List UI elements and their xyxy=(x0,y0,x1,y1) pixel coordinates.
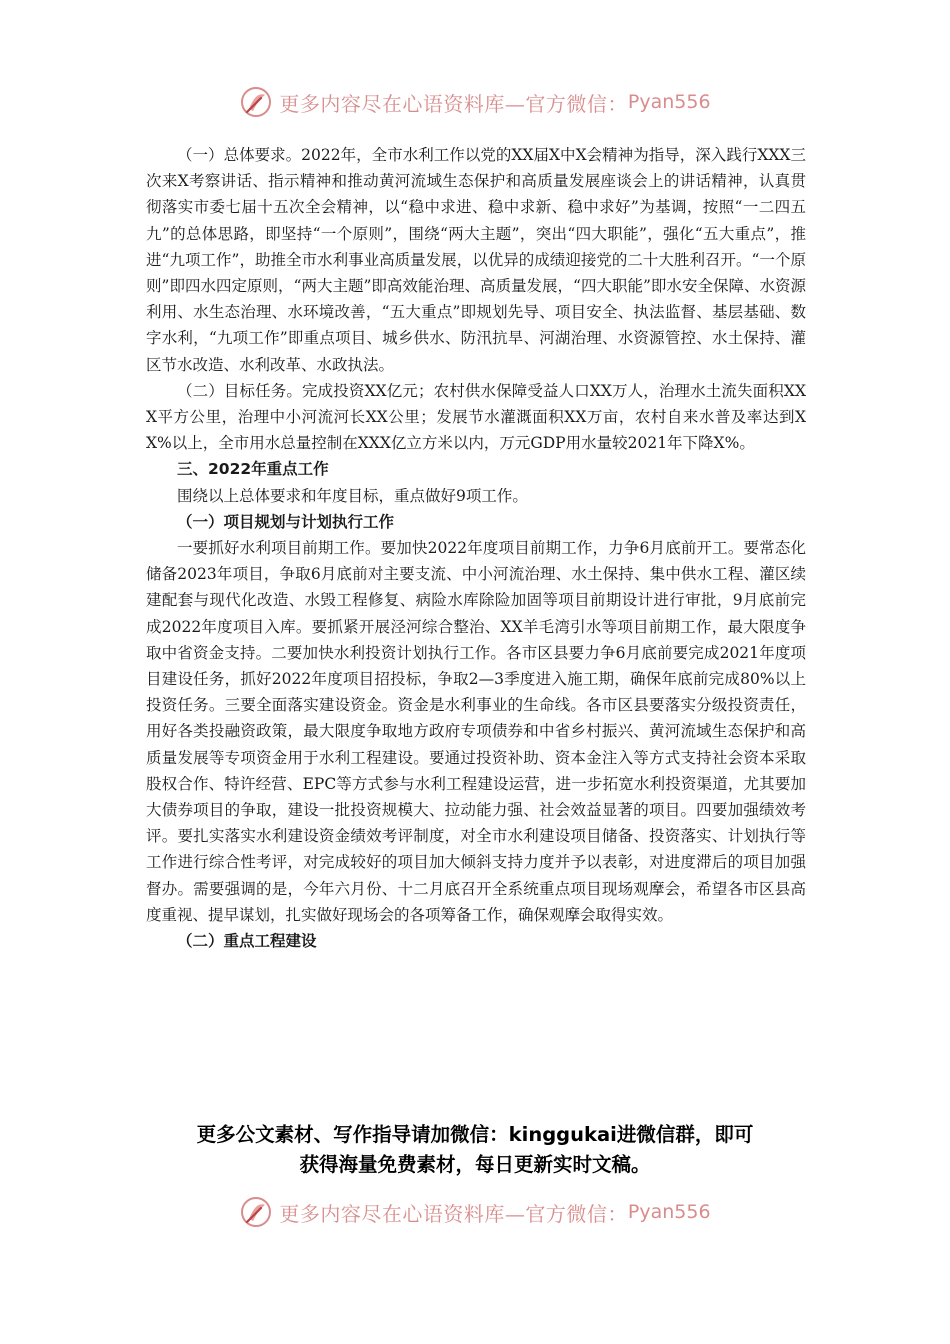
paragraph-key-work-intro: 围绕以上总体要求和年度目标，重点做好9项工作。 xyxy=(177,486,528,505)
promo-line-1: 更多公文素材、写作指导请加微信：kinggukai进微信群，即可 xyxy=(196,1123,754,1146)
watermark-wechat-id: Pyan556 xyxy=(627,1201,711,1223)
header-watermark xyxy=(0,82,950,122)
promo-line-2: 获得海量免费素材，每日更新实时文稿。 xyxy=(299,1153,651,1176)
brand-logo-icon xyxy=(239,85,273,119)
subsection-heading-planning: （一）项目规划与计划执行工作 xyxy=(177,512,395,531)
document-body xyxy=(146,142,806,954)
watermark-wechat-id: Pyan556 xyxy=(627,91,711,113)
section-heading-2022-key-work: 三、2022年重点工作 xyxy=(177,460,329,479)
footer-watermark xyxy=(0,1192,950,1232)
paragraph-overall-requirements: （一）总体要求。2022年，全市水利工作以党的XX届X中X会精神为指导，深入践行XXX三次来X考察讲话、指示精神和推动黄河流域生态保护和高质量发展座谈会上的讲话精神，认真贯彻落实市委七届十五次全会精神，以“稳中求进、稳中求新、稳中求好”为基调，按照“一二四五九”的总体思路，即坚持“一个原则”，围绕“两大主题”，突出“四大职能”，强化“五大重点”，推进“九项工作”，助推全市水利事业高质量发展，以优异的成绩迎接党的二十大胜利召开。“一个原则”即四水四定原则，“两大主题”即高效能治理、高质量发展，“四大职能”即水安全保障、水资源利用、水生态治理、水环境改善，“五大重点”即规划先导、项目安全、执法监督、基层基础、数字水利，“九项工作”即重点项目、城乡供水、防汛抗旱、河湖治理、水资源管控、水土保持、灌区节水改造、水利改革、水政执法。 xyxy=(146,146,806,374)
watermark-text: 更多内容尽在心语资料库—官方微信： xyxy=(279,1201,628,1226)
paragraph-planning-execution: 一要抓好水利项目前期工作。要加快2022年度项目前期工作，力争6月底前开工。要常态化储备2023年项目，争取6月底前对主要支流、中小河流治理、水土保持、集中供水工程、灌区续建配套与现代化改造、水毁工程修复、病险水库除险加固等项目前期设计进行审批，9月底前完成2022年度项目入库。要抓紧开展泾河综合整治、XX羊毛湾引水等项目前期工作，最大限度争取中省资金支持。二要加快水利投资计划执行工作。各市区县要力争6月底前要完成2021年度项目建设任务，抓好2022年度项目招投标，争取2—3季度进入施工期，确保年底前完成80%以上投资任务。三要全面落实建设资金。资金是水利事业的生命线。各市区县要落实分级投资责任，用好各类投融资政策，最大限度争取地方政府专项债券和中省乡村振兴、黄河流域生态保护和高质量发展等专项资金用于水利工程建设。要通过投资补助、资本金注入等方式支持社会资本采取股权合作、特许经营、EPC等方式参与水利工程建设运营，进一步拓宽水利投资渠道，尤其要加大债券项目的争取，建设一批投资规模大、拉动能力强、社会效益显著的项目。四要加强绩效考评。要扎实落实水利建设资金绩效考评制度，对全市水利建设项目储备、投资落实、计划执行等工作进行综合性考评，对完成较好的项目加大倾斜支持力度并予以表彰，对进度滞后的项目加强督办。需要强调的是，今年六月份、十二月底召开全系统重点项目现场观摩会，希望各市区县高度重视、提早谋划，扎实做好现场会的各项筹备工作，确保观摩会取得实效。 xyxy=(146,539,806,924)
promo-banner xyxy=(0,1120,950,1180)
watermark-text: 更多内容尽在心语资料库—官方微信： xyxy=(279,91,628,116)
subsection-heading-key-projects: （二）重点工程建设 xyxy=(177,932,317,951)
paragraph-target-tasks: （二）目标任务。完成投资XX亿元；农村供水保障受益人口XX万人，治理水土流失面积XXX平方公里，治理中小河流河长XX公里；发展节水灌溉面积XX万亩，农村自来水普及率达到XX%以上，全市用水总量控制在XXX亿立方米以内，万元GDP用水量较2021年下降X%。 xyxy=(146,381,806,453)
brand-logo-icon xyxy=(239,1195,273,1229)
